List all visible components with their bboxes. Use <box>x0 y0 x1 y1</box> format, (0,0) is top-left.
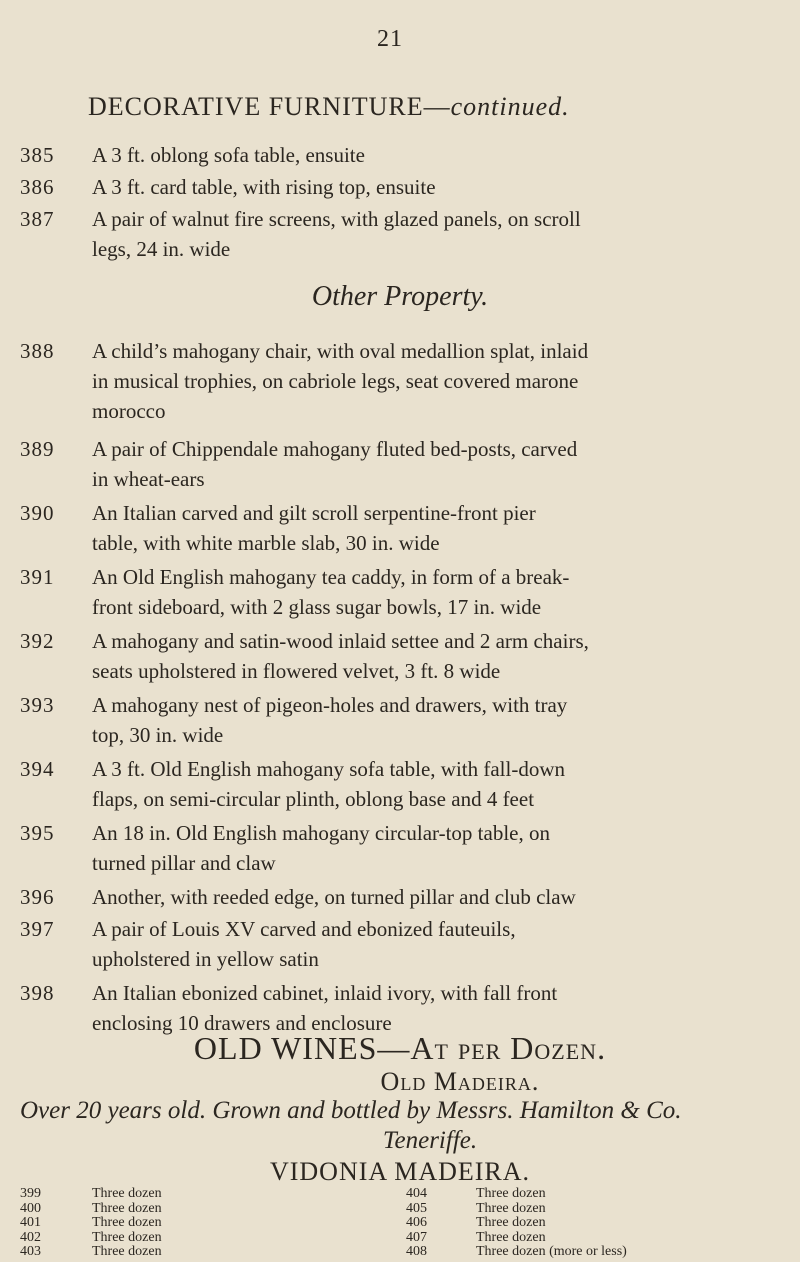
lot-number: 391 <box>20 565 55 589</box>
lot-number: 392 <box>20 629 55 653</box>
wine-lot-description: Three dozen <box>476 1186 546 1201</box>
lot-number: 388 <box>20 339 55 363</box>
lot-description: A child’s mahogany chair, with oval medallion splat, inlaid in musical trophies, on cabriole legs, seat covered marone morocco <box>92 339 589 423</box>
wines-heading-per-dozen: At per Dozen. <box>410 1030 607 1066</box>
lot-number: 386 <box>20 175 55 199</box>
wine-lot-description: Three dozen <box>92 1229 162 1245</box>
wine-lot-number: 406 <box>406 1215 427 1230</box>
lot-number: 385 <box>20 143 55 167</box>
heading-main: DECORATIVE FURNITURE— <box>88 92 451 121</box>
wine-lot-description: Three dozen (more or less) <box>476 1244 627 1259</box>
page-number: 21 <box>377 26 403 52</box>
lot-number: 395 <box>20 821 55 845</box>
wine-lot-number: 401 <box>20 1215 41 1230</box>
lot-description: Another, with reeded edge, on turned pillar and club claw <box>92 885 576 909</box>
old-madeira-heading: Old Madeira. <box>380 1067 540 1096</box>
lot-description: An 18 in. Old English mahogany circular-top table, on turned pillar and claw <box>92 821 550 875</box>
lot-description: A mahogany and satin-wood inlaid settee and 2 arm chairs, seats upholstered in flowered velvet, 3 ft. 8 wide <box>92 629 589 683</box>
wine-lot-description: Three dozen <box>92 1244 162 1259</box>
lot-description: An Italian carved and gilt scroll serpentine-front pier table, with white marble slab, 30 in. wide <box>92 501 536 555</box>
wine-lot-number: 405 <box>406 1200 427 1216</box>
wine-lot-number: 403 <box>20 1244 41 1259</box>
lot-description: A 3 ft. card table, with rising top, ensuite <box>92 175 436 199</box>
wine-lot-description: Three dozen <box>476 1229 546 1245</box>
lot-description: A pair of walnut fire screens, with glazed panels, on scroll legs, 24 in. wide <box>92 207 581 261</box>
wine-lot-number: 407 <box>406 1229 427 1245</box>
wine-lot-number: 408 <box>406 1244 427 1259</box>
lot-description: A pair of Chippendale mahogany fluted bed-posts, carved in wheat-ears <box>92 437 578 491</box>
wine-lot-description: Three dozen <box>476 1215 546 1230</box>
lot-number: 398 <box>20 981 55 1005</box>
lot-number: 390 <box>20 501 55 525</box>
wine-lot-description: Three dozen <box>92 1200 162 1216</box>
other-property-heading: Other Property. <box>311 281 489 312</box>
heading-continued: continued. <box>450 92 570 121</box>
vidonia-heading: VIDONIA MADEIRA. <box>269 1157 531 1186</box>
wine-note-line1: Over 20 years old. Grown and bottled by Messrs. Hamilton & Co. <box>20 1097 682 1124</box>
wine-note-line2: Teneriffe. <box>382 1127 478 1154</box>
lot-number: 396 <box>20 885 55 909</box>
wine-lot-number: 399 <box>20 1186 41 1201</box>
section-heading <box>88 92 768 122</box>
lot-description: A mahogany nest of pigeon-holes and drawers, with tray top, 30 in. wide <box>92 693 568 747</box>
wine-lot-number: 400 <box>20 1200 41 1216</box>
wine-lot-number: 404 <box>406 1186 427 1201</box>
lot-description: A 3 ft. Old English mahogany sofa table, with fall-down flaps, on semi-circular plinth, oblong base and 4 feet <box>92 757 566 811</box>
lot-number: 389 <box>20 437 55 461</box>
lot-number: 394 <box>20 757 55 781</box>
wines-heading-main: OLD WINES— <box>193 1030 411 1066</box>
lot-number: 397 <box>20 917 55 941</box>
wine-lot-number: 402 <box>20 1229 41 1245</box>
lot-description: A 3 ft. oblong sofa table, ensuite <box>92 143 365 167</box>
wine-lot-description: Three dozen <box>92 1215 162 1230</box>
wine-note <box>20 1096 780 1156</box>
wines-heading <box>0 1030 800 1066</box>
lot-description: An Italian ebonized cabinet, inlaid ivory, with fall front enclosing 10 drawers and enclosure <box>92 981 558 1035</box>
wine-lot-description: Three dozen <box>476 1200 546 1216</box>
lot-description: A pair of Louis XV carved and ebonized fauteuils, upholstered in yellow satin <box>92 917 516 971</box>
lot-description: An Old English mahogany tea caddy, in form of a break- front sideboard, with 2 glass sugar bowls, 17 in. wide <box>92 565 570 619</box>
lot-number: 393 <box>20 693 55 717</box>
wine-lot-description: Three dozen <box>92 1186 162 1201</box>
lot-number: 387 <box>20 207 55 231</box>
